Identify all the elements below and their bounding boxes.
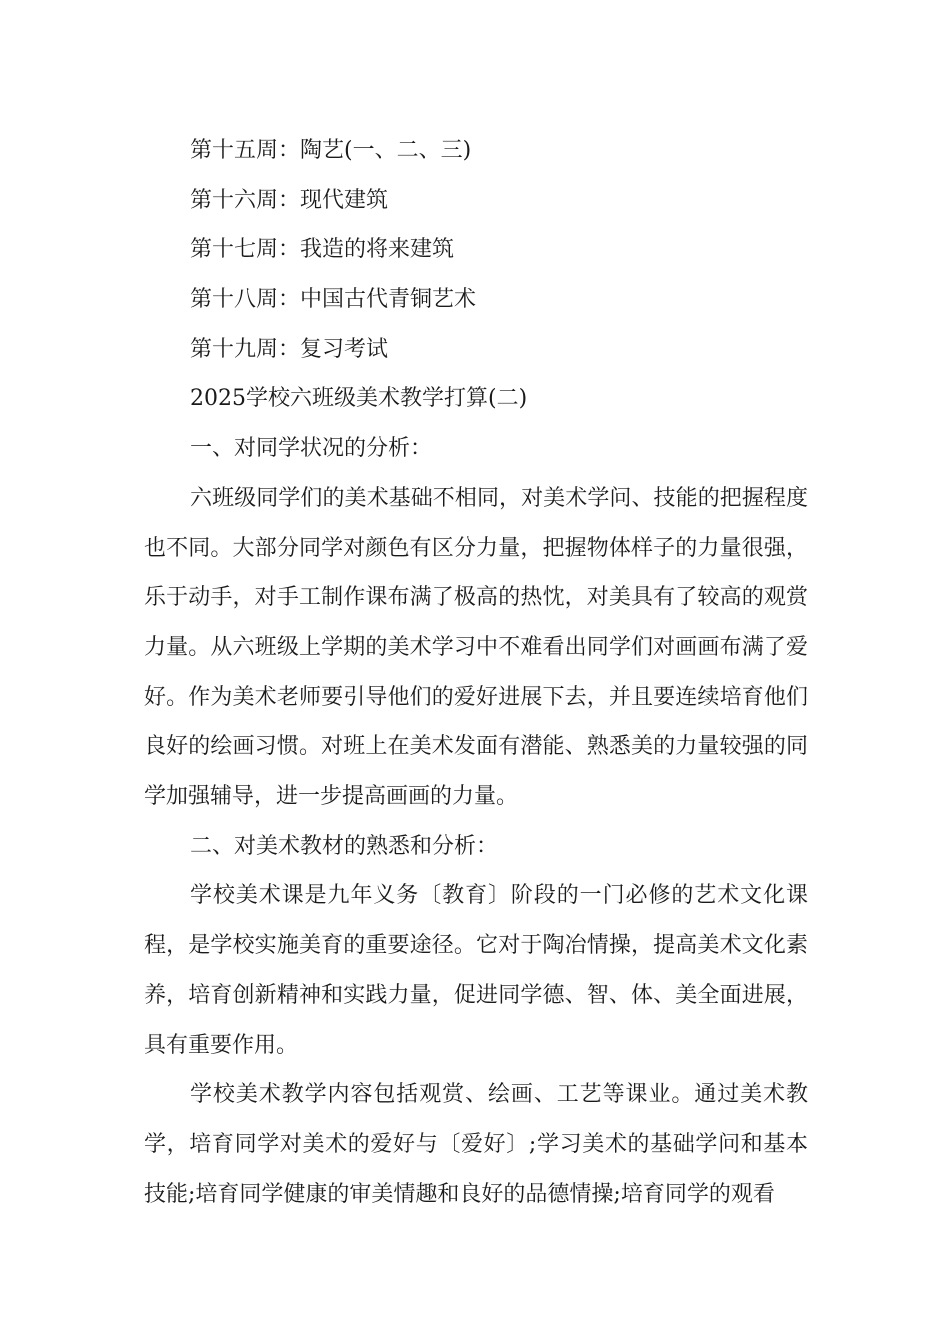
part1-heading: 一、对同学状况的分析： — [190, 436, 433, 462]
schedule-week-15: 第十五周：陶艺(一、二、三) — [190, 138, 472, 163]
schedule-week-18: 第十八周：中国古代青铜艺术 — [190, 287, 477, 313]
part1-paragraph: 六班级同学们的美术基础不相同，对美术学问、技能的把握程度也不同。大部分同学对颜色有区分力量，把握物体样子的力量很强，乐于动手，对手工制作课布满了极高的热忱，对美具有了较高的观赏力量。从六班级上学期的美术学习中不难看出同学们对画画布满了爱好。作为美术老师要引导他们的爱好进展下去，并且要连续培育他们良好的绘画习惯。对班上在美术发面有潜能、熟悉美的力量较强的同学加强辅导，进一步提高画画的力量。 — [144, 485, 808, 810]
part2-paragraph-2: 学校美术教学内容包括观赏、绘画、工艺等课业。通过美术教学，培育同学对美术的爱好与〔爱好〕;学习美术的基础学问和基本技能;培育同学健康的审美情趣和良好的品德情操;培育同学的观看 — [144, 1082, 808, 1207]
document-body — [144, 126, 808, 1219]
section-title: 2025学校六班级美术教学打算(二) — [190, 386, 528, 412]
schedule-week-19: 第十九周：复习考试 — [190, 336, 389, 362]
part2-heading: 二、对美术教材的熟悉和分析： — [190, 833, 499, 859]
schedule-week-16: 第十六周：现代建筑 — [190, 187, 389, 213]
part2-paragraph-1: 学校美术课是九年义务〔教育〕阶段的一门必修的艺术文化课程，是学校实施美育的重要途径。它对于陶冶情操，提高美术文化素养，培育创新精神和实践力量，促进同学德、智、体、美全面进展，具有重要作用。 — [144, 883, 808, 1058]
schedule-week-17: 第十七周：我造的将来建筑 — [190, 237, 455, 263]
